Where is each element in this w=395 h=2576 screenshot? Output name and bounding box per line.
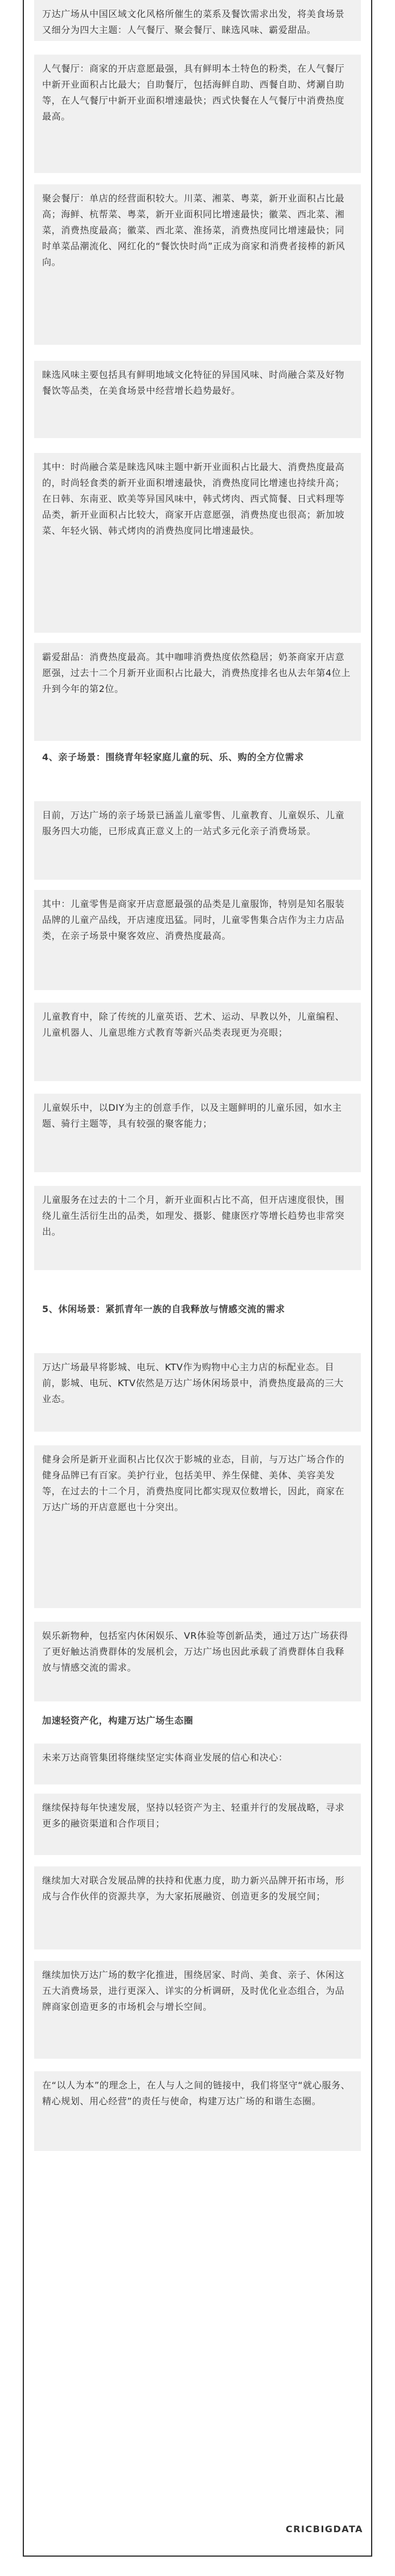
digitalization-paragraph: 继续加快万达广场的数字化推进，围绕居家、时尚、美食、亲子、休闲这五大消费场景，进行更深入、详实的分析调研，及时优化业态组合，为品牌商家创造更多的市场机会与增长空间。 bbox=[34, 1961, 361, 2059]
future-intro-paragraph: 未来万达商管集团将继续坚定实体商业发展的信心和决心： bbox=[34, 1744, 361, 1784]
fusion-cuisine-paragraph: 其中：时尚融合菜是睐选风味主题中新开业面积占比最大、消费热度最高的，时尚轻食类的新开业面积增速最快，消费热度同比增速也持续升高；在日韩、东南亚、欧美等异国风味中，韩式烤肉、西式简餐、日式料理等品类，新开业面积占比较大，商家开店意愿强，消费热度也很高；新加坡菜、年轻火锅、韩式烤肉的消费热度同比增速最快。 bbox=[34, 453, 361, 633]
section-heading-family: 4、亲子场景：围绕青年轻家庭儿童的玩、乐、购的全方位需求 bbox=[42, 752, 304, 763]
selected-flavor-paragraph: 睐选风味主要包括具有鲜明地域文化特征的异国风味、时尚融合菜及好物餐饮等品类，在美食场景中经营增长趋势最好。 bbox=[34, 361, 361, 438]
growth-strategy-paragraph: 继续保持每年快速发展，坚持以轻资产为主、轻重并行的发展战略，寻求更多的融资渠道和合作项目； bbox=[34, 1794, 361, 1855]
kids-entertainment-paragraph: 儿童娱乐中，以DIY为主的创意手作，以及主题鲜明的儿童乐园，如水主题、骑行主题等，具有较强的聚客能力； bbox=[34, 1094, 361, 1172]
dessert-paragraph: 霸爱甜品：消费热度最高。其中咖啡消费热度依然稳居；奶茶商家开店意愿强，过去十二个月新开业面积占比最大，消费热度排名也从去年第4位上升到今年的第2位。 bbox=[34, 643, 361, 741]
section-heading-leisure: 5、休闲场景：紧抓青年一族的自我释放与情感交流的需求 bbox=[42, 1304, 285, 1314]
new-entertainment-paragraph: 娱乐新物种，包括室内休闲娱乐、VR体验等创新品类，通过万达广场获得了更好触达消费群体的发展机会，万达广场也因此承载了消费群体自我释放与情感交流的需求。 bbox=[34, 1622, 361, 1701]
party-restaurant-paragraph: 聚会餐厅：单店的经营面积较大。川菜、湘菜、粤菜，新开业面积占比最高；海鲜、杭帮菜、粤菜，新开业面积同比增速最快；徽菜、西北菜、湘菜，消费热度最高；徽菜、西北菜、淮扬菜，消费热度同比增速最快；同时单菜品潮流化、网红化的“餐饮快时尚”正成为商家和消费者接棒的新风向。 bbox=[34, 184, 361, 345]
brand-watermark: CRICBIGDATA bbox=[285, 2524, 363, 2534]
intro-paragraph: 万达广场从中国区域文化风格所催生的菜系及餐饮需求出发，将美食场景又细分为四大主题：人气餐厅、聚会餐厅、睐选风味、霸爱甜品。 bbox=[34, 0, 361, 41]
kids-retail-paragraph: 其中：儿童零售是商家开店意愿最强的品类是儿童服饰，特别是知名服装品牌的儿童产品线，开店速度迅猛。同时，儿童零售集合店作为主力店品类，在亲子场景中聚客效应、消费热度最高。 bbox=[34, 890, 361, 990]
popular-restaurant-paragraph: 人气餐厅：商家的开店意愿最强，具有鲜明本土特色的粉类，在人气餐厅中新开业面积占比最大；自助餐厅，包括海鲜自助、西餐自助、烤涮自助等，在人气餐厅中新开业面积增速最快；西式快餐在人气餐厅中消费热度最高。 bbox=[34, 55, 361, 173]
kids-education-paragraph: 儿童教育中，除了传统的儿童英语、艺术、运动、早教以外，儿童编程、儿童机器人、儿童思维方式教育等新兴品类表现更为亮眼； bbox=[34, 1003, 361, 1081]
leisure-intro-paragraph: 万达广场最早将影城、电玩、KTV作为购物中心主力店的标配业态。目前，影城、电玩、KTV依然是万达广场休闲场景中，消费热度最高的三大业态。 bbox=[34, 1353, 361, 1432]
closing-paragraph: 在“以人为本”的理念上，在人与人之间的链接中，我们将坚守“就心服务、精心规划、用心经营”的责任与使命，构建万达广场的和谐生态圈。 bbox=[34, 2071, 361, 2151]
kids-service-paragraph: 儿童服务在过去的十二个月，新开业面积占比不高，但开店速度很快，围绕儿童生活衍生出的品类，如理发、摄影、健康医疗等增长趋势也非常突出。 bbox=[34, 1186, 361, 1270]
fitness-beauty-paragraph: 健身会所是新开业面积占比仅次于影城的业态，目前，与万达广场合作的健身品牌已有百家。美护行业，包括美甲、养生保健、美体、美容美发等，在过去的十二个月，消费热度同比都实现双位数增长，因此，商家在万达广场的开店意愿也十分突出。 bbox=[34, 1445, 361, 1608]
section-heading-ecosystem: 加速轻资产化，构建万达广场生态圈 bbox=[42, 1715, 194, 1726]
family-intro-paragraph: 目前，万达广场的亲子场景已涵盖儿童零售、儿童教育、儿童娱乐、儿童服务四大功能，已形成真正意义上的一站式多元化亲子消费场景。 bbox=[34, 801, 361, 880]
brand-support-paragraph: 继续加大对联合发展品牌的扶持和优惠力度，助力新兴品牌开拓市场，形成与合作伙伴的资源共享，为大家拓展融资、创造更多的发展空间； bbox=[34, 1866, 361, 1949]
